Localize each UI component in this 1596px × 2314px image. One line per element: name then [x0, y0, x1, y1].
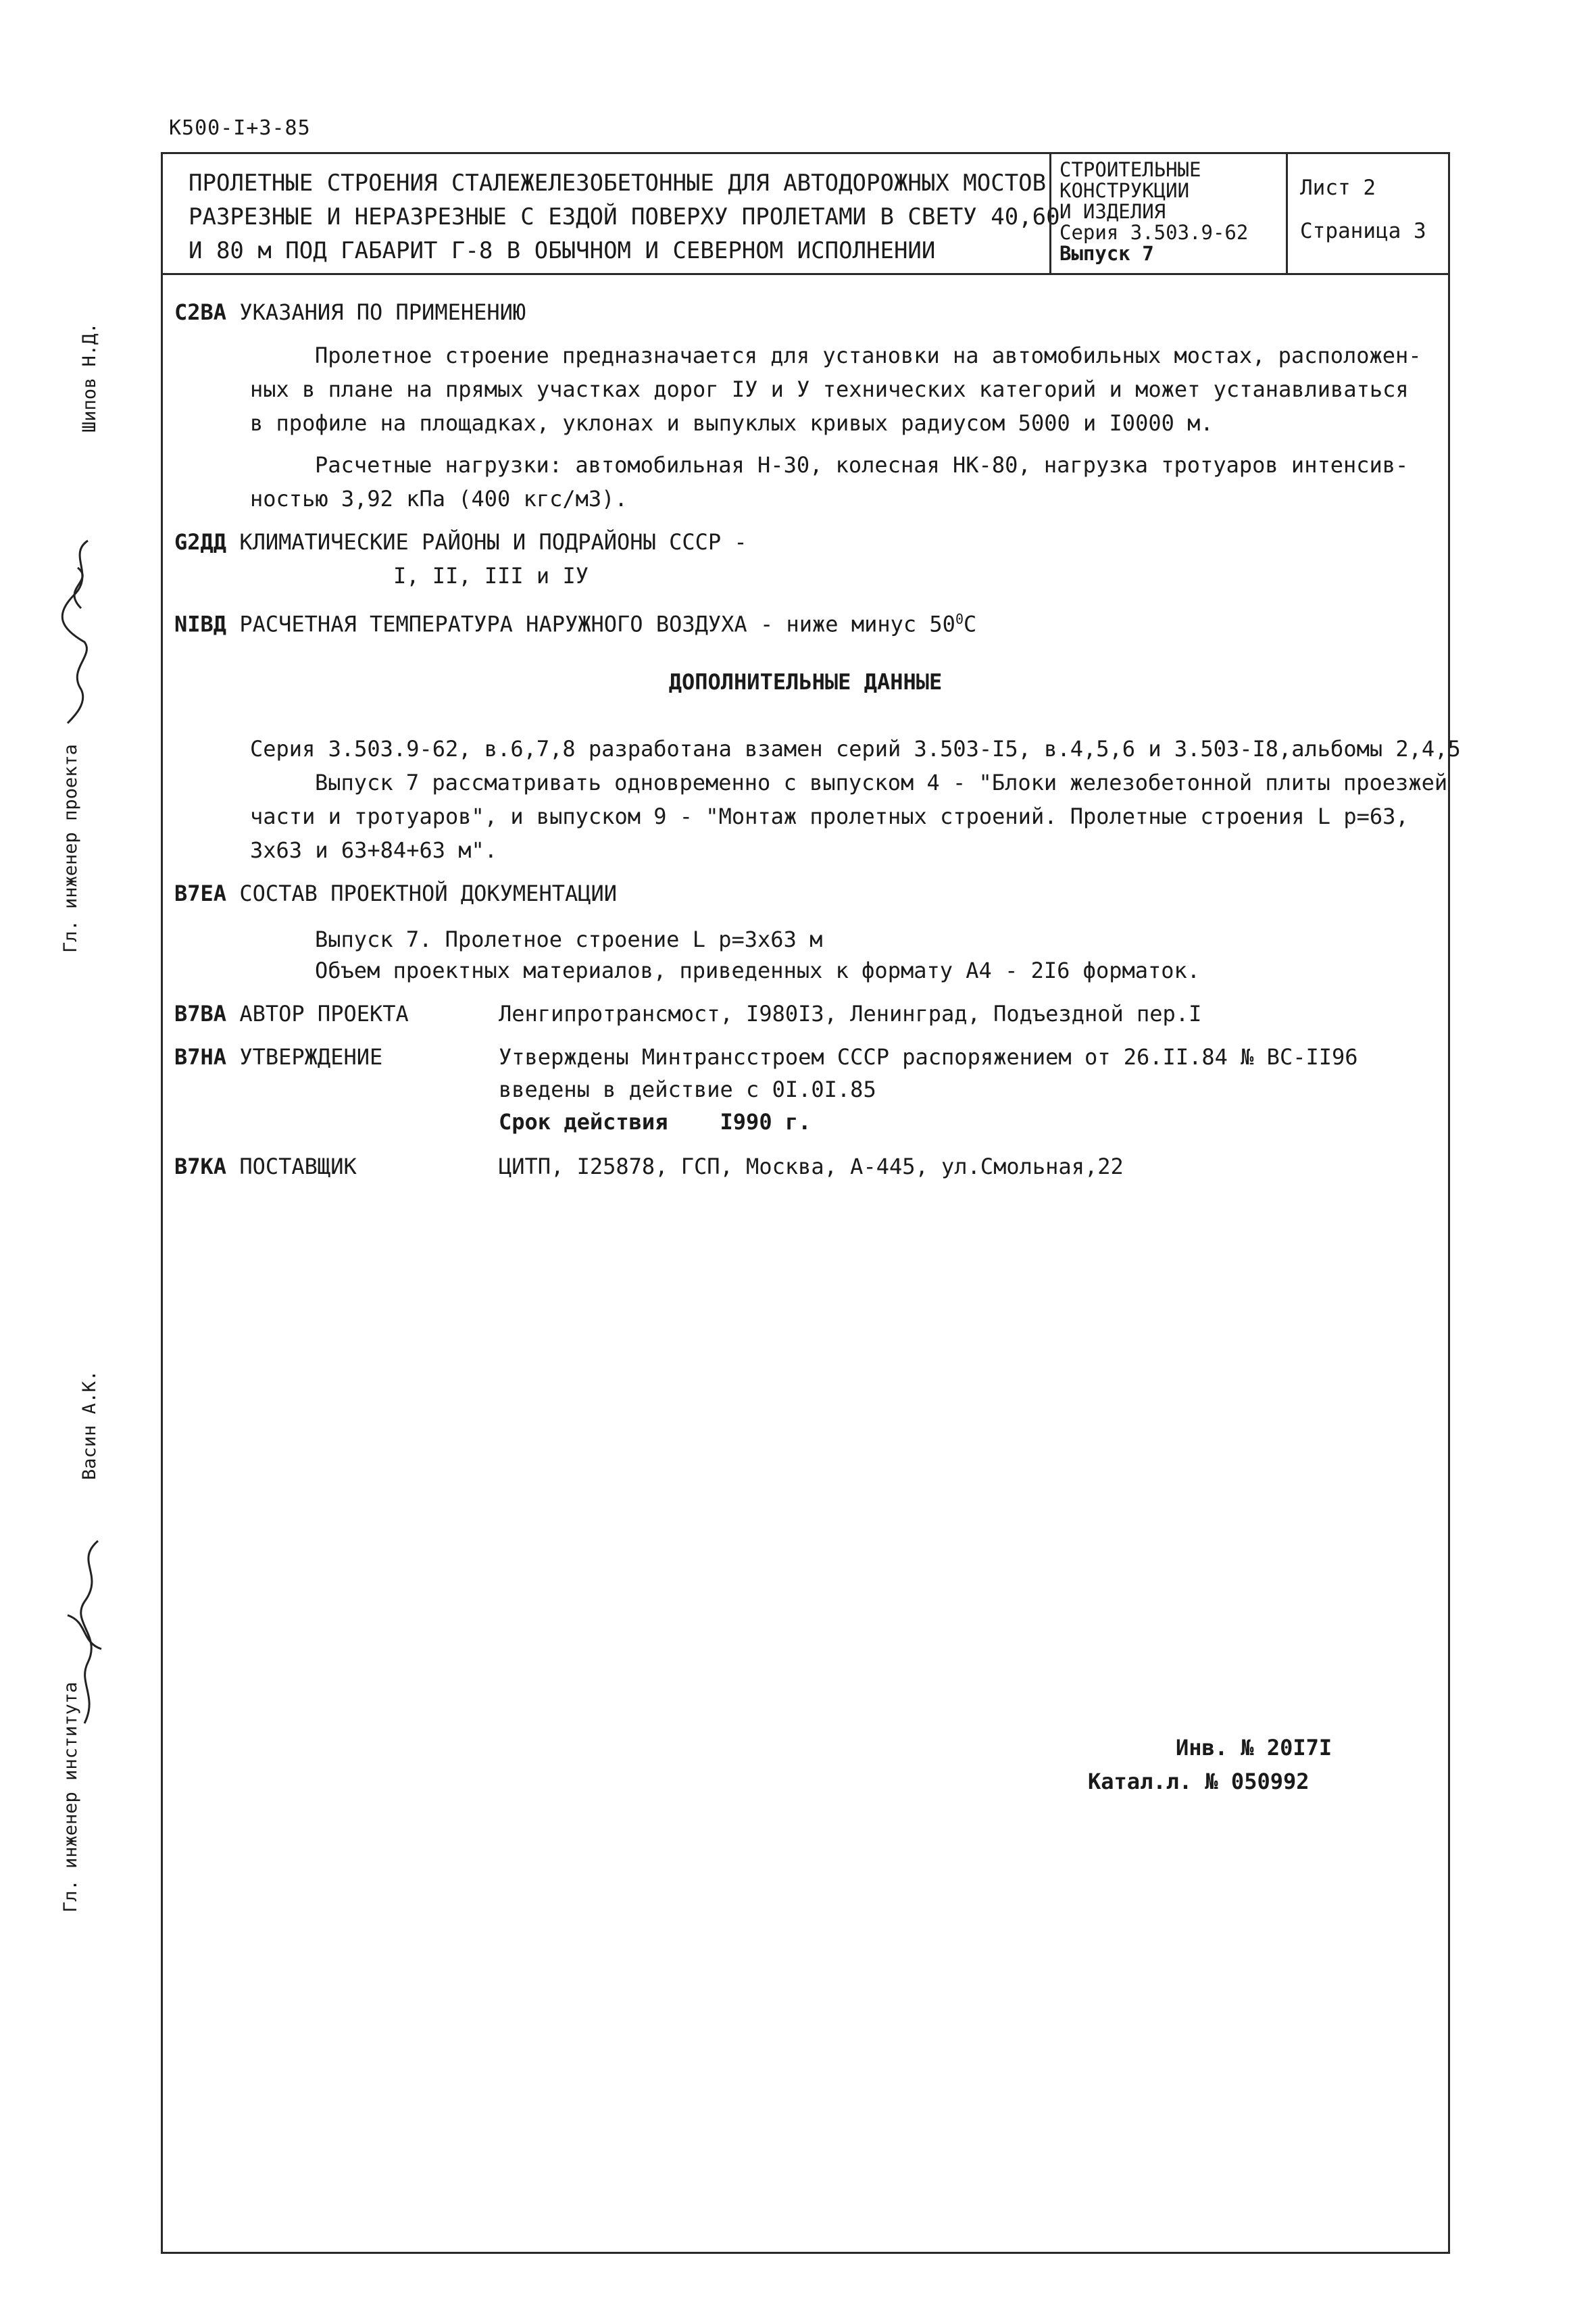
margin-name-vasin: Васин А.К. [79, 1370, 100, 1480]
temperature-unit: С [963, 611, 977, 637]
section-b7ba [174, 1000, 409, 1027]
org-line: СТРОИТЕЛЬНЫЕ [1059, 158, 1201, 181]
sheet-block [1286, 154, 1450, 273]
page-number: Страница 3 [1300, 219, 1426, 243]
section-code: B7EA [174, 881, 227, 906]
paragraph-line: 3х63 и 63+84+63 м". [250, 837, 498, 863]
paragraph-line: Серия 3.503.9-62, в.6,7,8 разработана взамен серий 3.503-I5, в.4,5,6 и 3.503-I8,альбомы 2,4,5 [250, 736, 1461, 762]
document-code: К500-I+3-85 [169, 116, 311, 140]
additional-data-heading: ДОПОЛНИТЕЛЬНЫЕ ДАННЫЕ [668, 669, 943, 695]
section-code: B7HA [174, 1044, 227, 1070]
section-title: РАСЧЕТНАЯ ТЕМПЕРАТУРА НАРУЖНОГО ВОЗДУХА - ниже минус 50 [239, 611, 955, 637]
section-c2ba [174, 299, 526, 326]
section-title: ПОСТАВЩИК [239, 1154, 357, 1179]
section-code: NIBД [174, 611, 227, 637]
section-code: G2ДД [174, 529, 227, 555]
section-b7ea [174, 880, 617, 907]
org-line: Выпуск 7 [1059, 242, 1154, 265]
org-line: И ИЗДЕЛИЯ [1059, 200, 1166, 223]
section-g2dd [174, 528, 747, 556]
signature-vasin [47, 1534, 122, 1730]
margin-role-chief-project: Гл. инженер проекта [60, 744, 81, 953]
paragraph-line: ностью 3,92 кПа (400 кгс/м3). [250, 486, 628, 512]
section-title: УКАЗАНИЯ ПО ПРИМЕНЕНИЮ [239, 299, 526, 325]
catalog-number: Катал.л. № 050992 [1088, 1769, 1310, 1794]
paragraph-line: в профиле на площадках, уклонах и выпуклых кривых радиусом 5000 и I0000 м. [250, 410, 1214, 436]
title-block [163, 154, 1448, 275]
climate-regions: I, II, III и IУ [393, 563, 589, 589]
margin-role-chief-institute: Гл. инженер института [60, 1681, 81, 1913]
section-b7ha [174, 1043, 382, 1070]
approval-line: Срок действия I990 г. [499, 1109, 812, 1135]
paragraph-line: ных в плане на прямых участках дорог IУ и У технических категорий и может устанавливаться [250, 376, 1409, 402]
section-code: C2BA [174, 299, 227, 325]
section-title: УТВЕРЖДЕНИЕ [239, 1044, 383, 1070]
section-code: B7BA [174, 1001, 227, 1027]
series-block [1049, 154, 1286, 273]
section-nibd [174, 606, 976, 638]
paragraph-line: Выпуск 7. Пролетное строение L p=3х63 м [315, 927, 823, 952]
paragraph-line: Выпуск 7 рассматривать одновременно с выпуском 4 - "Блоки железобетонной плиты проезжей [315, 770, 1448, 795]
inventory-number: Инв. № 20I7I [1176, 1735, 1332, 1761]
title-line: ПРОЛЕТНЫЕ СТРОЕНИЯ СТАЛЕЖЕЛЕЗОБЕТОННЫЕ ДЛЯ АВТОДОРОЖНЫХ МОСТОВ [189, 170, 1047, 197]
author-value: Ленгипротрансмост, I980I3, Ленинград, Подъездной пер.I [499, 1001, 1202, 1027]
margin-name-shipov: Шипов Н.Д. [79, 322, 100, 433]
section-title: СОСТАВ ПРОЕКТНОЙ ДОКУМЕНТАЦИИ [239, 881, 618, 906]
title-line: И 80 м ПОД ГАБАРИТ Г-8 В ОБЫЧНОМ И СЕВЕРНОМ ИСПОЛНЕНИИ [189, 237, 936, 264]
sheet-number: Лист 2 [1300, 176, 1376, 200]
paragraph-line: части и тротуаров", и выпуском 9 - "Монтаж пролетных строений. Пролетные строения L p=63, [250, 804, 1409, 829]
paragraph-line: Объем проектных материалов, приведенных к формату А4 - 2I6 форматок. [315, 958, 1201, 983]
paragraph-line: Пролетное строение предназначается для установки на автомобильных мостах, расположен- [315, 343, 1422, 368]
section-title: КЛИМАТИЧЕСКИЕ РАЙОНЫ И ПОДРАЙОНЫ СССР - [239, 529, 747, 555]
section-b7ka [174, 1153, 357, 1180]
section-code: B7KA [174, 1154, 227, 1179]
org-line: КОНСТРУКЦИИ [1059, 179, 1190, 202]
signature-shipov [47, 527, 108, 730]
paragraph-line: Расчетные нагрузки: автомобильная Н-30, колесная НК-80, нагрузка тротуаров интенсив- [315, 452, 1409, 478]
approval-line: Утверждены Минтрансстроем СССР распоряжением от 26.II.84 № ВС-II96 [499, 1044, 1358, 1070]
degree-mark: 0 [955, 611, 964, 627]
supplier-value: ЦИТП, I25878, ГСП, Москва, А-445, ул.Смольная,22 [499, 1154, 1124, 1179]
title-line: РАЗРЕЗНЫЕ И НЕРАЗРЕЗНЫЕ С ЕЗДОЙ ПОВЕРХУ ПРОЛЕТАМИ В СВЕТУ 40,60 [189, 203, 1060, 230]
approval-line: введены в действие с 0I.0I.85 [499, 1077, 876, 1102]
org-line: Серия 3.503.9-62 [1059, 221, 1249, 244]
section-title: АВТОР ПРОЕКТА [239, 1001, 409, 1027]
